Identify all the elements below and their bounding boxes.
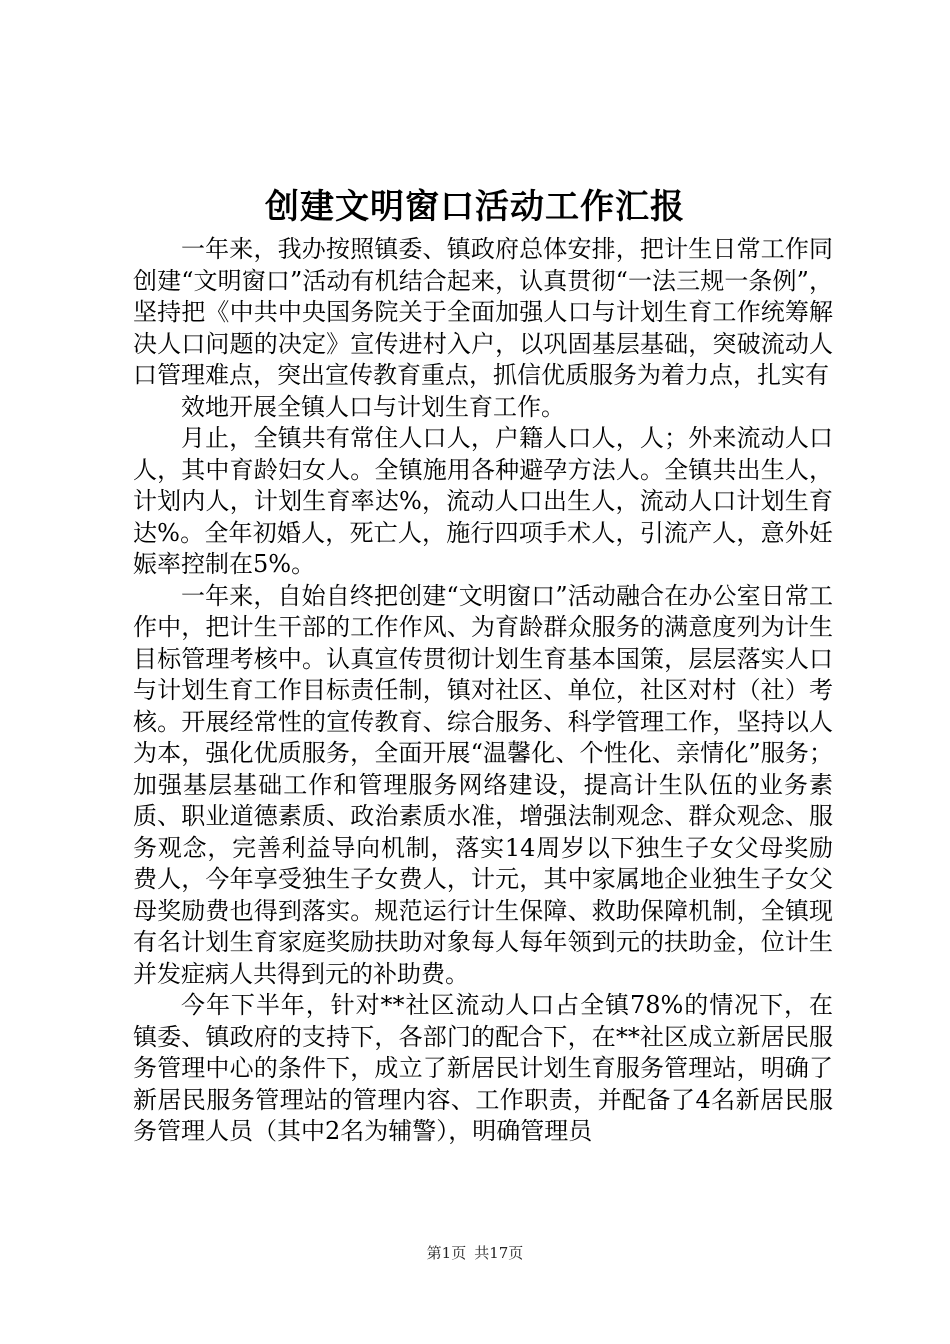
paragraph: 一年来，自始自终把创建“文明窗口”活动融合在办公室日常工作中，把计生干部的工作作风、为育龄群众服务的满意度列为计生目标管理考核中。认真宣传贯彻计划生育基本国策，层层落实人口与计划生育工作目标责任制，镇对社区、单位，社区对村（社）考核。开展经常性的宣传教育、综合服务、科学管理工作，坚持以人为本，强化优质服务，全面开展“温馨化、个性化、亲情化”服务；加强基层基础工作和管理服务网络建设，提高计生队伍的业务素质、职业道德素质、政治素质水准，增强法制观念、群众观念、服务观念，完善利益导向机制，落实14周岁以下独生子女父母奖励费人，今年享受独生子女费人，计元，其中家属地企业独生子女父母奖励费也得到落实。规范运行计生保障、救助保障机制，全镇现有名计划生育家庭奖励扶助对象每人每年领到元的扶助金，位计生并发症病人共得到元的补助费。 <box>133 581 833 988</box>
paragraph: 月止，全镇共有常住人口人，户籍人口人，人；外来流动人口人，其中育龄妇女人。全镇施用各种避孕方法人。全镇共出生人，计划内人，计划生育率达%，流动人口出生人，流动人口计划生育达%。全年初婚人，死亡人，施行四项手术人，引流产人，意外妊娠率控制在5%。 <box>133 424 833 578</box>
page-footer <box>0 1243 950 1263</box>
paragraph: 效地开展全镇人口与计划生育工作。 <box>181 392 565 421</box>
paragraph: 一年来，我办按照镇委、镇政府总体安排，把计生日常工作同创建“文明窗口”活动有机结合起来，认真贯彻“一法三规一条例”，坚持把《中共中央国务院关于全面加强人口与计划生育工作统筹解决人口问题的决定》宣传进村入户，以巩固基层基础，突破流动人口管理难点，突出宣传教育重点，抓信优质服务为着力点，扎实有 <box>133 235 833 389</box>
paragraph: 今年下半年，针对**社区流动人口占全镇78%的情况下，在镇委、镇政府的支持下，各部门的配合下，在**社区成立新居民服务管理中心的条件下，成立了新居民计划生育服务管理站，明确了新居民服务管理站的管理内容、工作职责，并配备了4名新居民服务管理人员（其中2名为辅警），明确管理员 <box>133 991 833 1145</box>
page-number-total: 共17页 <box>474 1244 524 1262</box>
page-number-current: 第1页 <box>426 1244 467 1262</box>
document-title: 创建文明窗口活动工作汇报 <box>265 187 685 227</box>
document-body <box>133 234 833 1148</box>
